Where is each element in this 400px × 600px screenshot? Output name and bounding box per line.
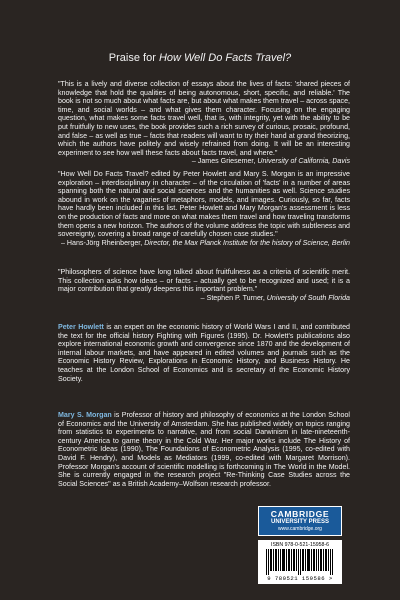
quote-attribution [58,157,350,166]
quote-text: "This is a lively and diverse collection of essays about the lives of facts: 'shared pieces of knowledge that hold the qualities of being autonomous, short, specific, and reliable.' The book is not so much about what facts are, but about what makes them travel – across space, time, and social worlds – and what gives them character. Focusing on the engaging question, what makes some facts travel well, that is, with integrity, yet with the ability to be put fruitfully to new uses, the book provides such a rich survey of curious, prosaic, profound, and false – as well as true – facts that readers will want to try their hand at grand theorizing, which the authors have politely and wisely refrained from doing. It will be an interesting experiment to see how well these facts about facts travel, and where." [58,80,350,157]
bio-name: Peter Howlett [58,323,104,331]
bio-text: is Professor of history and philosophy of economics at the London School of Economics and the University of Amsterdam. She has published widely on topics ranging from statistics to experiments to narrative, and from social Darwinism in late-nineteenth-century America to game theory in the Cold War. Her major works include The History of Econometric Ideas (1990), The Foundations of Econometric Analysis (1995, co-edited with David F. Hendry), and Models as Mediators (1999, co-edited with Margaret Morrison). Professor Morgan's account of scientific modelling is forthcoming in The World in the Model. She is currently engaged in the research project "Re-Thinking Case Studies across the Social Sciences" as a British Academy–Wolfson research professor. [58,411,350,488]
publisher-name: CAMBRIDGE [270,509,330,519]
attribution-affiliation: University of South Florida [266,293,350,302]
attribution-name: – James Griesemer, [191,157,258,166]
attribution-name: – Hans-Jörg Rheinberger, [60,238,145,247]
attribution-affiliation: University of California, Davis [257,157,350,166]
quote-turner [58,268,350,302]
quote-text: "Philosophers of science have long talked about fruitfulness as a criteria of scientific merit. This collection asks how ideas – or facts – actually get to be recognized and used; it is a major contribution that greatly deepens this important problem." [58,268,350,294]
quote-attribution [58,239,350,248]
publisher-logo [258,506,342,536]
praise-heading [0,52,400,64]
attribution-affiliation: Director, the Max Planck Institute for the history of Science, Berlin [144,238,350,247]
bio-text: is an expert on the economic history of World Wars I and II, and contributed the text for the official history Fighting with Figures (1995). Dr. Howlett's publications also explore international economic growth and convergence since 1870 and the development of internal labour markets, and have appeared in edited volumes and journals such as the Economic History Review, Explorations in Economic History, and Business History. He teaches at the London School of Economics and is secretary of the Economic History Society. [58,323,350,383]
barcode-icon [264,549,336,575]
bio-morgan [58,411,350,488]
attribution-name: – Stephen P. Turner, [200,293,267,302]
bio-howlett [58,323,350,383]
bio-name: Mary S. Morgan [58,411,112,419]
quote-attribution [58,294,350,303]
publisher-subname: UNIVERSITY PRESS [271,519,329,525]
quote-text: "How Well Do Facts Travel? edited by Peter Howlett and Mary S. Morgan is an impressive exploration – interdisciplinary in character – of the circulation of 'facts' in a number of areas spanning both the natural and social sciences and the humanities as well. Science studies abound in work on the vagaries of metaphors, models, and images. Curiously, so far, facts have hardly been included in this list. Peter Howlett and Mary Morgan's assessment is less on the production of facts and more on what makes them travel and how traveling transforms them opens a new horizon. The authors of the volume address the topic with subtleness and sovereignty, covering a broad range of carefully chosen case studies." [58,170,350,239]
quote-griesemer [58,80,350,166]
praise-heading-title: How Well Do Facts Travel? [158,52,292,64]
barcode-box [258,540,342,584]
publisher-url: www.cambridge.org [278,526,322,532]
isbn-label: ISBN 978-0-521-15958-6 [271,542,329,548]
praise-heading-prefix: Praise for [108,52,159,64]
ean-digits: 9 780521 159586 > [267,575,333,582]
quote-rheinberger [58,170,350,247]
